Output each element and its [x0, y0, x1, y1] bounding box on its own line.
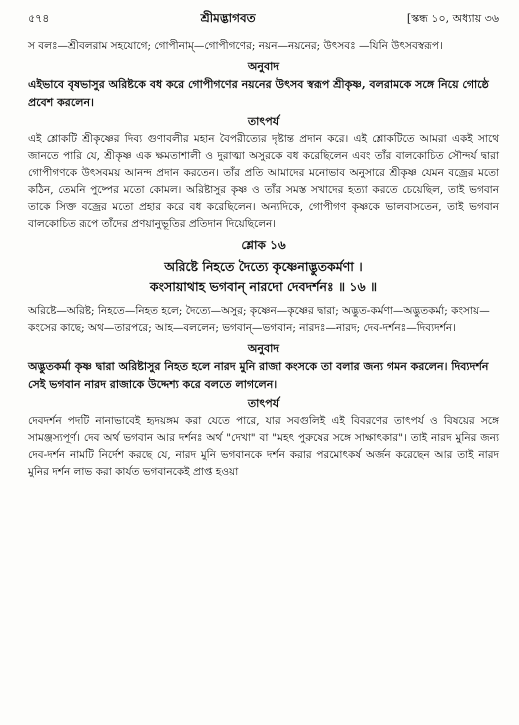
canto-chapter: [স্কন্ধ ১০, অধ্যায় ৩৬: [406, 12, 499, 25]
book-title: শ্রীমদ্ভাগবত: [200, 11, 256, 25]
page-number: ৫৭৪: [28, 12, 50, 25]
purport-heading-2: তাৎপর্য: [247, 397, 280, 410]
purport-heading: তাৎপর্য: [247, 115, 280, 128]
purport-text-2: দেবদর্শন পদটি নানাভাবেই হৃদয়ঙ্গম করা যেতে পারে, যার সবগুলিই এই বিবরণের তাৎপর্য ও বিষয়ের সঙ্গে সামঞ্জস্যপূর্ণ। দেব অর্থ ভগবান আর দর্শনঃ অর্থ "দেখা" বা "মহৎ পুরুষের সঙ্গে সাক্ষাৎকার"। তাই নারদ মুনির জন্য দেব-দর্শন নামটি নির্দেশ করছে যে, নারদ মুনি ভগবানকে দর্শন করার পরমোৎকর্ষ অর্জন করেছেন আর তাই নারদ মুনির দর্শন লাভ করা কার্যত ভগবানকেই প্রাপ্ত হওয়া: [28, 415, 499, 478]
page-header: [28, 10, 499, 30]
verse-title: শ্লোক ১৬: [241, 238, 286, 252]
translation-heading-2: অনুবাদ: [247, 342, 280, 355]
verse-line-2: কংসায়াথাহ ভগবান্ নারদো দেবদর্শনঃ ॥ ১৬ ॥: [149, 279, 378, 294]
translation-heading: অনুবাদ: [247, 60, 280, 73]
synonyms: অরিষ্টে—অরিষ্ট; নিহতে—নিহত হলে; দৈত্যে—অসুর; কৃষ্ণেন—কৃষ্ণের দ্বারা; অদ্ভুত-কর্মণা—অদ্ভুতকর্মা; কংসায়—কংসের কাছে; অথ—তারপরে; আহ—বললেন; ভগবান্—ভগবান; নারদঃ—নারদ; দেব-দর্শনঃ—দিব্যদর্শন।: [28, 305, 490, 334]
word-meanings-top: স বলঃ—শ্রীবলরাম সহযোগে; গোপীনাম্—গোপীগণের; নয়ন—নয়নের; উৎসবঃ —যিনি উৎসবস্বরূপ।: [28, 40, 443, 52]
translation-text: এইভাবে বৃষভাসুর অরিষ্টকে বধ করে গোপীগণের নয়নের উৎসব স্বরূপ শ্রীকৃষ্ণ, বলরামকে সঙ্গে নিয়ে গোষ্ঠে প্রবেশ করলেন।: [28, 78, 489, 109]
translation-text-2: অদ্ভুতকর্মা কৃষ্ণ দ্বারা অরিষ্টাসুর নিহত হলে নারদ মুনি রাজা কংসকে তা বলার জন্য গমন করলেন। দিব্যদর্শন সেই ভগবান নারদ রাজাকে উদ্দেশ্য করে বলতে লাগলেন।: [28, 360, 489, 391]
purport-text: এই শ্লোকটি শ্রীকৃষ্ণের দিব্য গুণাবলীর মহান বৈপরীত্যের দৃষ্টান্ত প্রদান করে। এই শ্লোকটিতে আমরা একই সাথে জানতে পারি যে, শ্রীকৃষ্ণ এক ক্ষমতাশালী ও দুরাত্মা অসুরকে বধ করেছিলেন এবং তাঁর বালকোচিত সৌন্দর্য দ্বারা গোপীগণকে উৎসবময় আনন্দ প্রদান করতেন। তাঁর প্রতি আমাদের মনোভাব অনুসারে শ্রীকৃষ্ণ যেমন বজ্রের মতো কঠিন, তেমনি পুষ্পের মতো কোমল। অরিষ্টাসুর কৃষ্ণ ও তাঁর সমস্ত সখাদের হত্যা করতে চেয়েছিল, তাই ভগবান তাকে সিক্ত বজ্রের মতো প্রহার করে বধ করেছিলেন। অন্যদিকে, গোপীগণ কৃষ্ণকে ভালবাসতেন, তাই ভগবান বালকোচিত রূপে তাঁদের প্রণয়ানুভূতির প্রতিদান দিয়েছিলেন।: [28, 133, 499, 230]
verse-line-1: অরিষ্টে নিহতে দৈত্যে কৃষ্ণেনাদ্ভুতকর্মণা ।: [164, 259, 363, 274]
